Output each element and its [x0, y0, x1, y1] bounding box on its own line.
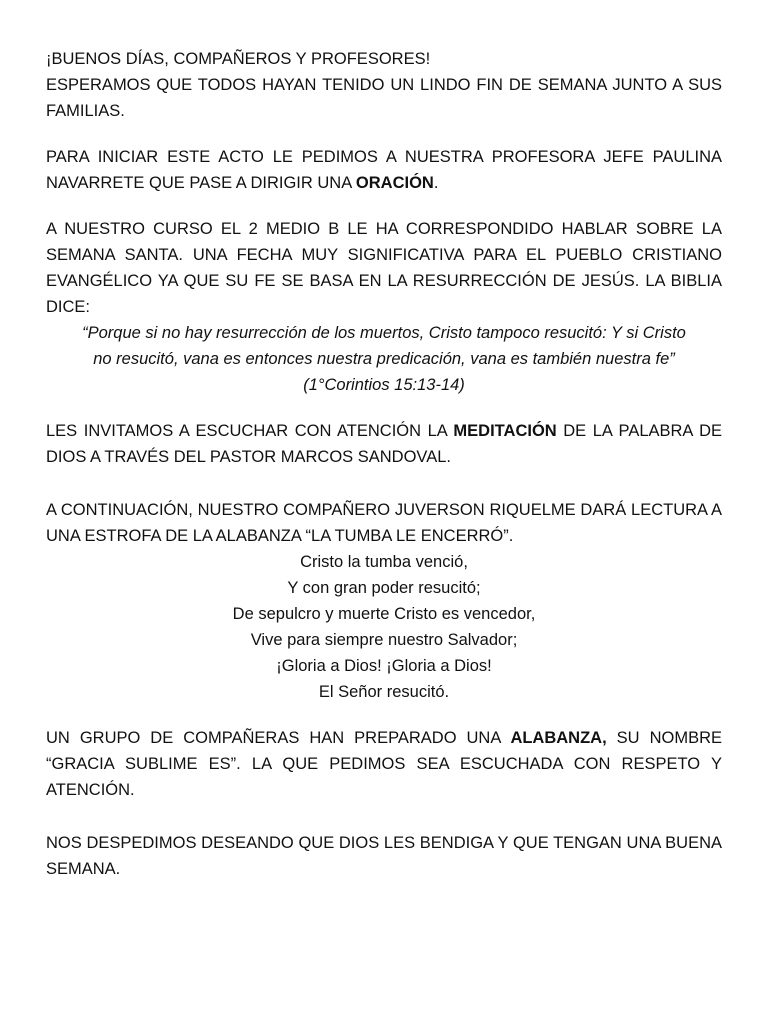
- praise-end: SU NOMBRE “GRACIA SUBLIME ES”. LA QUE PEDIMOS SEA ESCUCHADA CON RESPETO Y ATENCIÓN.: [46, 729, 723, 799]
- hymn-line: Cristo la tumba venció,: [300, 553, 468, 571]
- quote-line-1: “Porque si no hay resurrección de los muertos, Cristo tampoco resucitó: Y si Cristo: [82, 324, 686, 342]
- hymn-line: Y con gran poder resucitó;: [287, 579, 481, 597]
- praise-text: UN GRUPO DE COMPAÑERAS HAN PREPARADO UNA: [46, 729, 511, 747]
- meditation-paragraph: [46, 418, 722, 470]
- meditation-keyword: MEDITACIÓN: [453, 422, 557, 440]
- greeting-line: ¡BUENOS DÍAS, COMPAÑEROS Y PROFESORES!: [46, 50, 431, 68]
- prayer-end: .: [433, 174, 439, 192]
- meditation-text: LES INVITAMOS A ESCUCHAR CON ATENCIÓN LA: [46, 422, 454, 440]
- prayer-keyword: ORACIÓN: [355, 174, 434, 192]
- holy-week-paragraph: A NUESTRO CURSO EL 2 MEDIO B LE HA CORRESPONDIDO HABLAR SOBRE LA SEMANA SANTA. UNA FECHA MUY SIGNIFICATIVA PARA EL PUEBLO CRISTIANO EVANGÉLICO YA QUE SU FE SE BASA EN LA RESURRECCIÓN DE JESÚS. LA BIBLIA DICE:: [46, 220, 722, 316]
- quote-line-2: no resucitó, vana es entonces nuestra predicación, vana es también nuestra fe”: [93, 350, 675, 368]
- quote-reference: (1°Corintios 15:13-14): [303, 376, 465, 394]
- reading-paragraph: A CONTINUACIÓN, NUESTRO COMPAÑERO JUVERSON RIQUELME DARÁ LECTURA A UNA ESTROFA DE LA ALABANZA “LA TUMBA LE ENCERRÓ”.: [46, 501, 722, 545]
- praise-paragraph: [46, 725, 722, 803]
- farewell-paragraph: NOS DESPEDIMOS DESEANDO QUE DIOS LES BENDIGA Y QUE TENGAN UNA BUENA SEMANA.: [46, 834, 722, 878]
- hymn-line: ¡Gloria a Dios! ¡Gloria a Dios!: [276, 657, 492, 675]
- hymn-line: De sepulcro y muerte Cristo es vencedor,: [232, 605, 536, 623]
- hymn-line: Vive para siempre nuestro Salvador;: [250, 631, 518, 649]
- bible-quote: [46, 320, 722, 398]
- meditation-end: DE LA PALABRA DE DIOS A TRAVÉS DEL PASTOR MARCOS SANDOVAL.: [46, 422, 723, 466]
- welcome-line: ESPERAMOS QUE TODOS HAYAN TENIDO UN LINDO FIN DE SEMANA JUNTO A SUS FAMILIAS.: [46, 76, 722, 120]
- prayer-paragraph: [46, 144, 722, 196]
- greeting-paragraph: [46, 46, 722, 124]
- hymn-stanza: [46, 549, 722, 705]
- hymn-line: El Señor resucitó.: [318, 683, 450, 701]
- praise-keyword: ALABANZA,: [510, 729, 607, 747]
- prayer-text: PARA INICIAR ESTE ACTO LE PEDIMOS A NUESTRA PROFESORA JEFE PAULINA NAVARRETE QUE PASE A DIRIGIR UNA: [46, 148, 722, 192]
